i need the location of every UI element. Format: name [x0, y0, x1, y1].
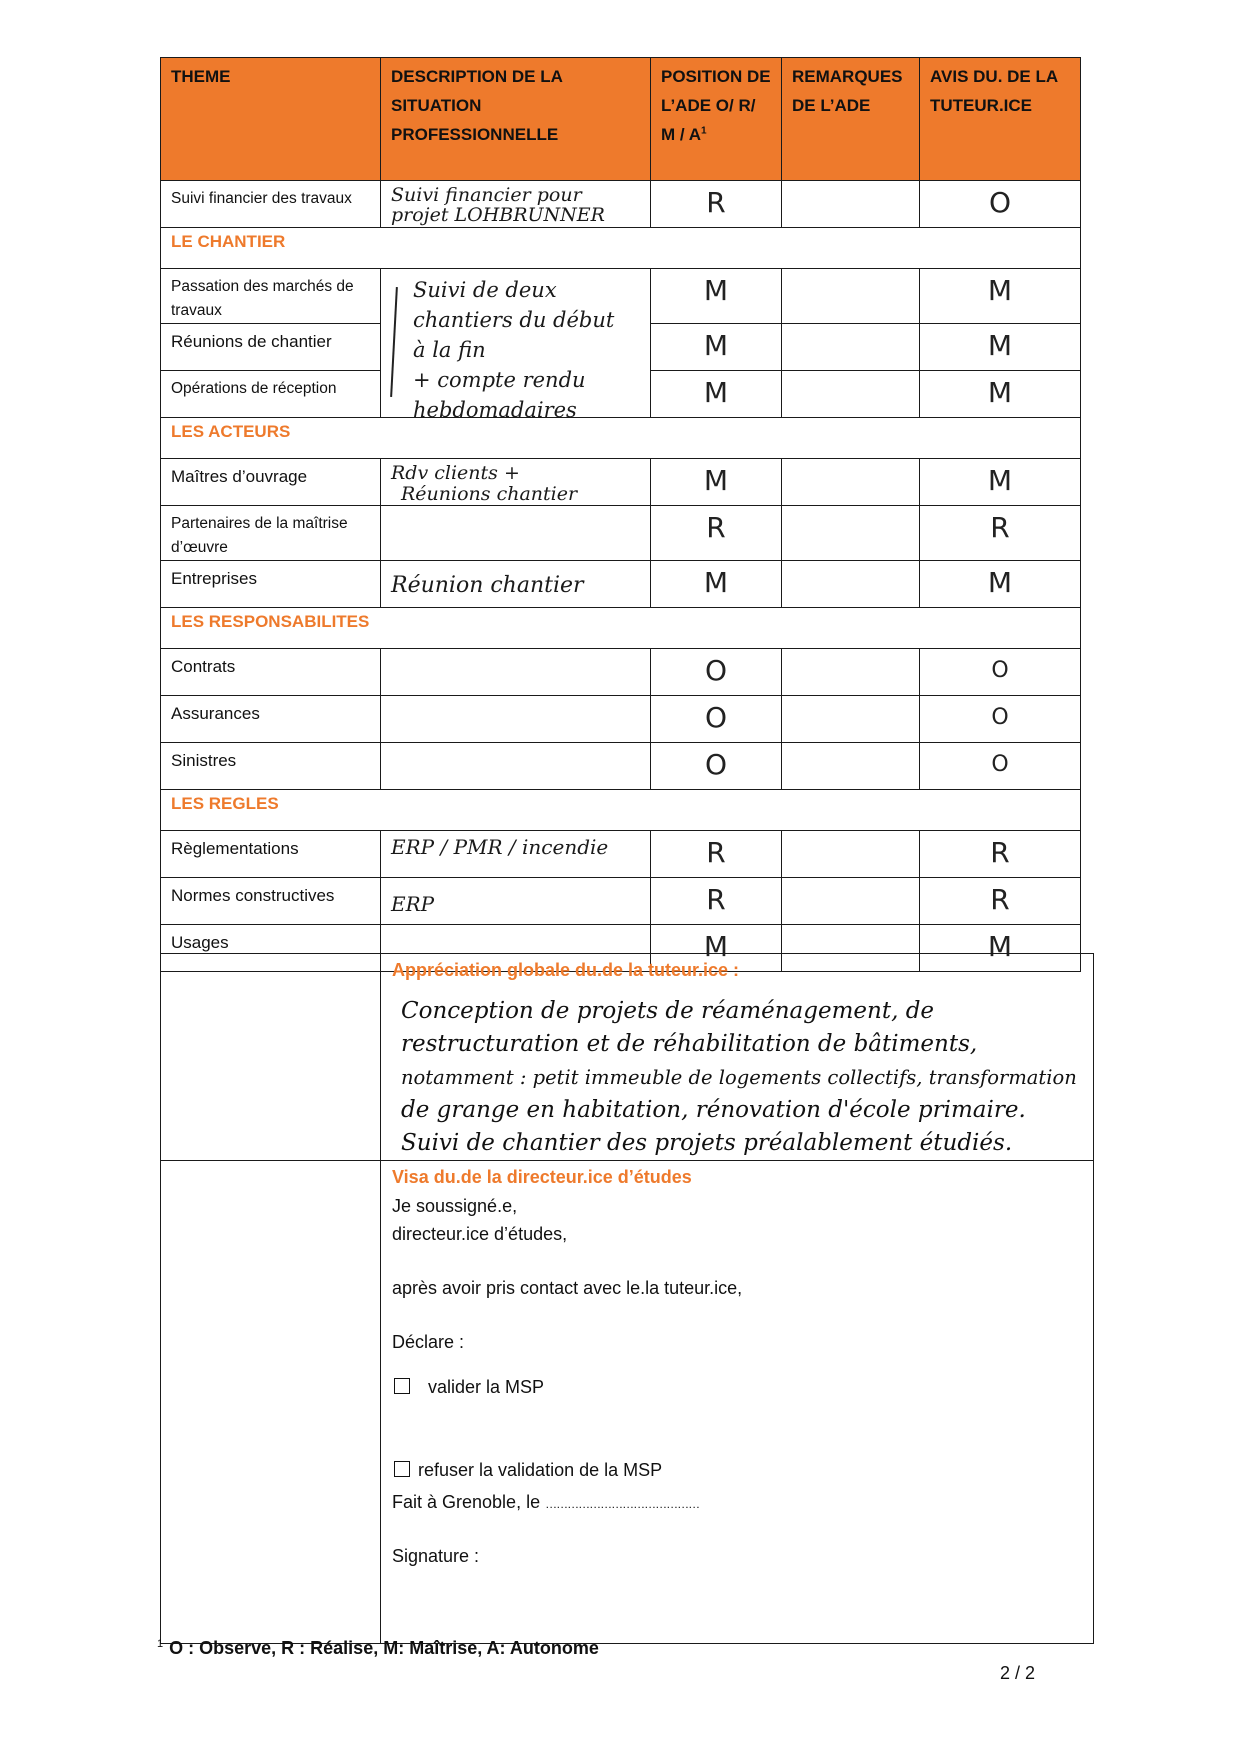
theme-cell: Opérations de réception [161, 371, 381, 418]
ade-mark: O [651, 696, 782, 743]
theme-cell: Usages [161, 925, 381, 972]
section-row [161, 228, 1081, 269]
fait-a-line: Fait à Grenoble, le …………………………………… [392, 1492, 700, 1512]
theme-cell: Normes constructives [161, 878, 381, 925]
description-cell [381, 269, 651, 422]
table-row [161, 831, 1081, 878]
option-refuser[interactable]: refuser la validation de la MSP [394, 1460, 1093, 1481]
empty-cell [161, 954, 381, 1161]
appreciation-visa-table [160, 953, 1094, 1644]
remarques-cell [782, 696, 920, 743]
header-remarques: REMARQUES DE L’ADE [782, 58, 920, 181]
ade-mark: M [651, 561, 782, 608]
theme-cell: Suivi financier des travaux [161, 181, 381, 228]
visa-line: directeur.ice d’études, [392, 1224, 568, 1244]
theme-cell: Partenaires de la maîtrise d’œuvre [161, 506, 381, 561]
remarques-cell [782, 831, 920, 878]
appreciation-title: Appréciation globale du.de la tuteur.ice : [392, 960, 740, 980]
description-cell [381, 743, 651, 790]
tuteur-mark: O [920, 649, 1081, 696]
ade-mark: O [651, 649, 782, 696]
ade-mark: M [651, 459, 782, 506]
section-row [161, 790, 1081, 831]
visa-cell [381, 1161, 1094, 1644]
visa-row [161, 1161, 1094, 1644]
table-row [161, 181, 1081, 228]
appreciation-cell [381, 954, 1094, 1161]
remarques-cell [782, 324, 920, 371]
tuteur-mark: M [920, 324, 1081, 371]
ade-mark: R [651, 506, 782, 561]
remarques-cell [782, 743, 920, 790]
tuteur-mark: M [920, 269, 1081, 324]
tuteur-mark: O [920, 743, 1081, 790]
header-theme: THEME [161, 58, 381, 181]
signature-label: Signature : [392, 1546, 480, 1566]
description-cell [381, 696, 651, 743]
ade-mark: R [651, 878, 782, 925]
date-blank[interactable]: …………………………………… [545, 1497, 700, 1511]
remarques-cell [782, 459, 920, 506]
tuteur-mark: M [920, 371, 1081, 418]
header-description: DESCRIPTION DE LA SITUATION PROFESSIONNELLE [381, 58, 651, 181]
theme-cell: Sinistres [161, 743, 381, 790]
ade-mark: M [651, 324, 782, 371]
table-row [161, 743, 1081, 790]
theme-cell: Assurances [161, 696, 381, 743]
tuteur-mark: M [920, 459, 1081, 506]
description-cell: ERP [381, 878, 651, 925]
remarques-cell [782, 506, 920, 561]
ade-mark: R [651, 831, 782, 878]
remarques-cell [782, 269, 920, 324]
ade-mark: R [651, 181, 782, 228]
appreciation-text: Conception de projets de réaménagement, de restructuration et de réhabilitation de bâtiments, notamment : petit immeuble de logements collectifs, transformation de grange en habitation, rénovation d'école primaire. Suivi de chantier des projets préalablement étudiés. [401, 998, 1077, 1156]
description-cell: ERP / PMR / incendie [381, 831, 651, 878]
remarques-cell [782, 878, 920, 925]
table-row [161, 696, 1081, 743]
ade-mark: M [651, 269, 782, 324]
section-title: LES REGLES [161, 790, 1081, 831]
handwritten-description: Suivi de deux chantiers du début à la fin + compte rendu hebdomadaires [413, 278, 615, 422]
table-row [161, 878, 1081, 925]
ade-mark: M [651, 925, 782, 972]
remarques-cell [782, 181, 920, 228]
theme-cell: Contrats [161, 649, 381, 696]
description-cell [381, 649, 651, 696]
section-row [161, 608, 1081, 649]
remarques-cell [782, 649, 920, 696]
tuteur-mark: O [920, 181, 1081, 228]
table-row [161, 649, 1081, 696]
table-row [161, 269, 1081, 324]
table-row [161, 561, 1081, 608]
tuteur-mark: R [920, 831, 1081, 878]
header-position: POSITION DE L’ADE O/ R/ M / $A^1$ [651, 58, 782, 181]
theme-cell: Règlementations [161, 831, 381, 878]
footnote: $^1$ O : Observe, R : Réalise, M: Maîtrise, A: Autonome [157, 1638, 599, 1658]
section-title: LES ACTEURS [161, 418, 1081, 459]
section-title: LE CHANTIER [161, 228, 1081, 269]
bracket-line [390, 287, 398, 397]
option-valider[interactable]: valider la MSP [394, 1377, 1093, 1398]
table-row [161, 506, 1081, 561]
tuteur-mark: O [920, 696, 1081, 743]
remarques-cell [782, 561, 920, 608]
tuteur-mark: R [920, 506, 1081, 561]
visa-title: Visa du.de la directeur.ice d’études [392, 1167, 692, 1187]
theme-cell: Maîtres d’ouvrage [161, 459, 381, 506]
section-title: LES RESPONSABILITES [161, 608, 1081, 649]
tuteur-mark: M [920, 925, 1081, 972]
footnote-ref: 1 [700, 125, 707, 137]
table-header [161, 58, 1081, 181]
description-cell: Réunion chantier [381, 561, 651, 608]
theme-cell: Entreprises [161, 561, 381, 608]
page-number: 2 / 2 [1000, 1663, 1036, 1683]
theme-cell: Réunions de chantier [161, 324, 381, 371]
description-cell: Rdv clients + Réunions chantier [381, 459, 651, 506]
visa-line: après avoir pris contact avec le.la tuteur.ice, [392, 1278, 743, 1298]
ade-mark: O [651, 743, 782, 790]
remarques-cell [782, 371, 920, 418]
tuteur-mark: M [920, 561, 1081, 608]
empty-cell [161, 1161, 381, 1644]
theme-cell: Passation des marchés de travaux [161, 269, 381, 324]
header-avis: AVIS DU. DE LA TUTEUR.ICE [920, 58, 1081, 181]
tuteur-mark: R [920, 878, 1081, 925]
checkbox-refuser[interactable] [394, 1461, 410, 1477]
section-row [161, 418, 1081, 459]
table-row [161, 459, 1081, 506]
appreciation-row [161, 954, 1094, 1161]
description-cell: Suivi financier pour projet LOHBRUNNER [381, 181, 651, 228]
ade-mark: M [651, 371, 782, 418]
description-cell [381, 506, 651, 561]
visa-line: Déclare : [392, 1332, 465, 1352]
evaluation-table [160, 57, 1081, 972]
checkbox-valider[interactable] [394, 1378, 410, 1394]
visa-line: Je soussigné.e, [392, 1196, 518, 1216]
